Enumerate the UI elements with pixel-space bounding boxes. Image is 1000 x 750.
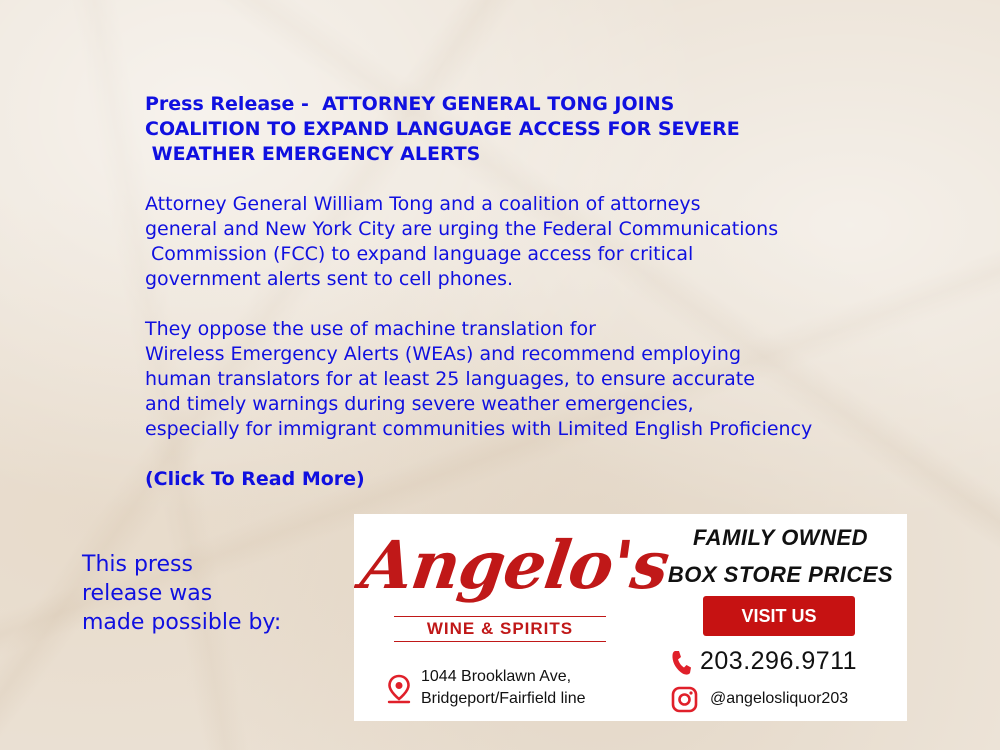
- brand-name: Angelo's: [356, 526, 674, 604]
- sponsor-ad-banner[interactable]: [354, 514, 907, 721]
- paragraph-line: Attorney General William Tong and a coalition of attorneys: [145, 193, 701, 215]
- angelos-logo: [356, 520, 674, 620]
- summary-paragraph-2: [145, 317, 905, 442]
- phone-icon: [670, 649, 692, 677]
- instagram-icon: [671, 686, 698, 713]
- sponsor-caption: [82, 550, 281, 637]
- slogan-family-owned: FAMILY OWNED: [692, 525, 869, 550]
- sponsor-line: release was: [82, 581, 213, 606]
- read-more-link[interactable]: (Click To Read More): [145, 468, 365, 490]
- slogan-box-store-prices: BOX STORE PRICES: [667, 562, 894, 587]
- paragraph-line: Wireless Emergency Alerts (WEAs) and recommend employing: [145, 343, 742, 365]
- paragraph-line: and timely warnings during severe weather emergencies,: [145, 393, 694, 415]
- sponsor-line: made possible by:: [82, 610, 282, 635]
- paragraph-line: especially for immigrant communities with Limited English Proficiency: [145, 418, 813, 440]
- store-address: [421, 666, 586, 710]
- sponsor-line: This press: [82, 552, 193, 577]
- visit-us-button[interactable]: VISIT US: [703, 596, 855, 636]
- press-release-headline[interactable]: [145, 92, 905, 167]
- location-pin-icon: [386, 674, 412, 704]
- summary-paragraph-1: [145, 192, 905, 292]
- address-line: Bridgeport/Fairfield line: [421, 690, 586, 707]
- instagram-handle[interactable]: @angelosliquor203: [710, 690, 849, 707]
- paragraph-line: human translators for at least 25 languages, to ensure accurate: [145, 368, 755, 390]
- paragraph-line: Commission (FCC) to expand language access for critical: [145, 243, 694, 265]
- headline-line: COALITION TO EXPAND LANGUAGE ACCESS FOR SEVERE: [145, 118, 740, 140]
- press-release: [145, 92, 905, 492]
- phone-number[interactable]: 203.296.9711: [700, 647, 858, 675]
- headline-line: Press Release - ATTORNEY GENERAL TONG JOINS: [145, 93, 675, 115]
- brand-subtitle: WINE & SPIRITS: [394, 616, 606, 642]
- paragraph-line: government alerts sent to cell phones.: [145, 268, 514, 290]
- paragraph-line: general and New York City are urging the Federal Communications: [145, 218, 779, 240]
- paragraph-line: They oppose the use of machine translation for: [145, 318, 596, 340]
- address-line: 1044 Brooklawn Ave,: [421, 668, 572, 685]
- headline-line: WEATHER EMERGENCY ALERTS: [145, 143, 481, 165]
